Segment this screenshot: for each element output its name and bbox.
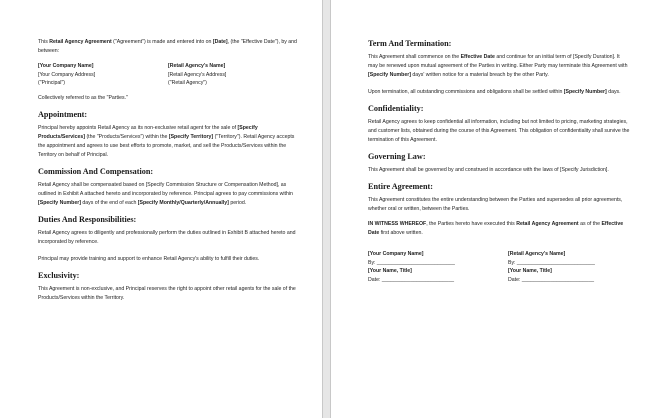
duties-text-1: Retail Agency agrees to diligently and professionally perform the duties outlined in Exhibit B attached hereto and incorporated by reference. (38, 229, 296, 245)
exclusivity-heading: Exclusivity: (38, 270, 80, 280)
party-retail-agency: [Retail Agency's Name] [Retail Agency's Address] ("Retail Agency") (168, 63, 227, 86)
exclusivity-text: This Agreement is non-exclusive, and Principal reserves the right to appoint other retail agents for the sale of the Products/Services within the Territory. (38, 285, 296, 301)
witness-text: IN WITNESS WHEREOF, the Parties hereto have executed this Retail Agency Agreement as of the Effective Date first above written. (368, 221, 624, 236)
document-page-1 (0, 0, 323, 418)
appointment-text: Principal hereby appoints Retail Agency as its non-exclusive retail agent for the sale of [Specify Products/Services] (the "Products/Services") within the [Specify Territory] ("Territory"). Retail Agency accepts the appointment and agrees to use best efforts to promote, market, and sell the Products/Services within the Territory on behalf of Principal. (38, 124, 295, 158)
confidentiality-heading: Confidentiality: (368, 104, 424, 113)
parties-block (38, 62, 298, 88)
intro-paragraph: This Retail Agency Agreement ("Agreement") is made and entered into on [Date], (the "Effective Date"), by and between: (38, 39, 297, 54)
confidentiality-text: Retail Agency agrees to keep confidential all information, including but not limited to pricing, marketing strategies, and customer lists, obtained during the course of this Agreement. This obligation of confidentiality shall survive the termination of this Agreement. (368, 119, 630, 143)
term-text: This Agreement shall commence on the Effective Date and continue for an initial term of [Specify Duration]. It may be renewed upon mutual agreement of the Parties in writing. Either Party may terminate this Agreement with [Specify Number] days' written notice for a material breach by the other Party. (368, 54, 628, 78)
parties-collective: Collectively referred to as the "Parties." (38, 94, 128, 101)
signature-line: By: ___________________________ (368, 259, 455, 266)
entire-agreement-text: This Agreement constitutes the entire understanding between the Parties and supersedes all prior agreements, whether oral or written, between the Parties. (368, 197, 623, 212)
party-principal: [Your Company Name] [Your Company Address] ("Principal") (38, 63, 96, 86)
governing-law-heading: Governing Law: (368, 152, 426, 161)
entire-agreement-heading: Entire Agreement: (368, 182, 433, 191)
duties-heading: Duties And Responsibilities: (38, 214, 137, 224)
document-page-2 (330, 0, 652, 418)
signature-block (368, 250, 630, 284)
signature-principal: [Your Company Name] By: ___________________________ [Your Name, Title] Date: _________________________ (368, 250, 490, 284)
date-line: Date: _________________________ (368, 276, 454, 283)
signature-line: By: ___________________________ (508, 259, 595, 266)
commission-heading: Commission And Compensation: (38, 166, 154, 176)
duties-text-2: Principal may provide training and support to enhance Retail Agency's ability to fulfill their duties. (38, 255, 260, 262)
date-line: Date: _________________________ (508, 276, 594, 283)
signature-retail-agency: [Retail Agency's Name] By: ___________________________ [Your Name, Title] Date: _________________________ (508, 250, 630, 284)
appointment-heading: Appointment: (38, 109, 88, 119)
term-heading: Term And Termination: (368, 39, 452, 48)
commission-text: Retail Agency shall be compensated based on [Specify Commission Structure or Compensation Method], as outlined in Exhibit A attached hereto and incorporated by reference. Principal agrees to pay commissions within [Specify Number] days of the end of each [Specify Monthly/Quarterly/Annually] period. (38, 181, 293, 206)
governing-law-text: This Agreement shall be governed by and construed in accordance with the laws of [Specify Jurisdiction]. (368, 167, 609, 173)
termination-settlement-text: Upon termination, all outstanding commissions and obligations shall be settled within [Specify Number] days. (368, 89, 621, 95)
